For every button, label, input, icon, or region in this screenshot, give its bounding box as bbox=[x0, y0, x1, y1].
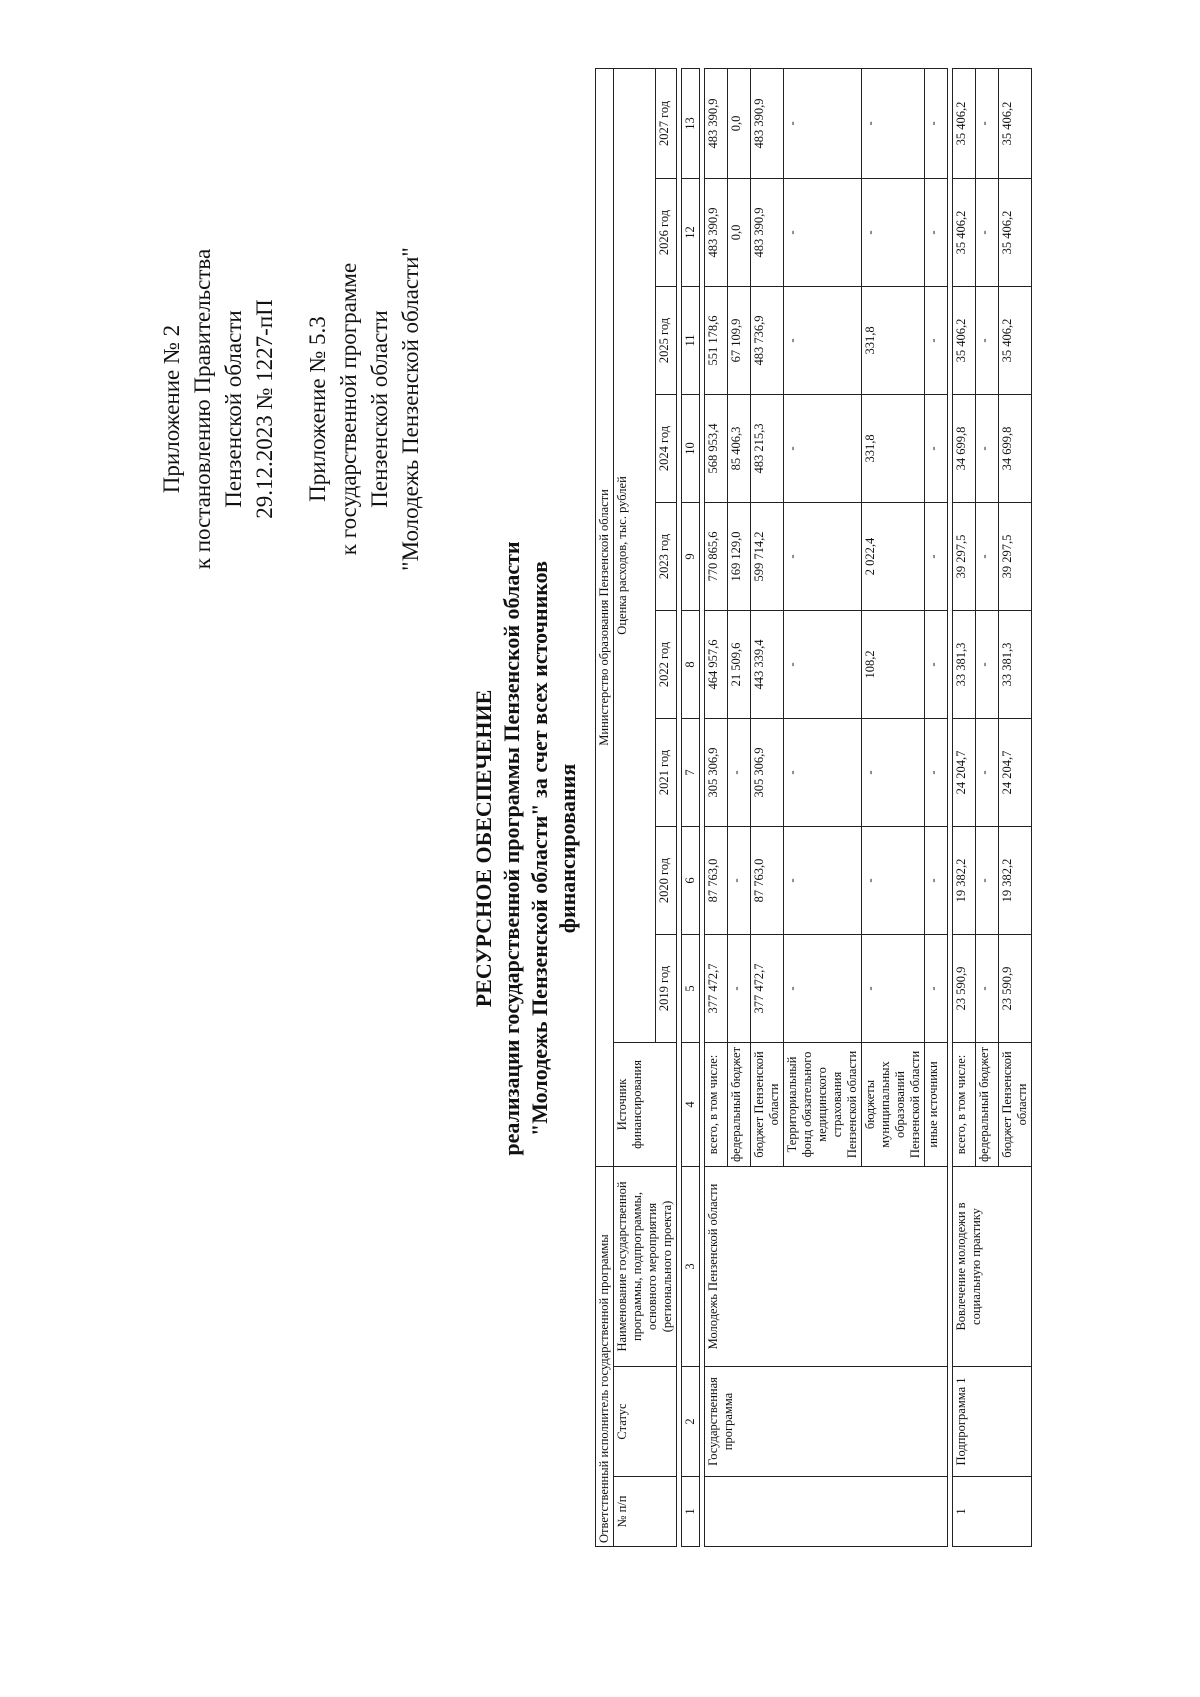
table-cell-value: 39 297,5 bbox=[953, 502, 976, 610]
table-cell-value: - bbox=[976, 178, 999, 286]
table-cell-value: 35 406,2 bbox=[999, 178, 1032, 286]
table-cell-value: 19 382,2 bbox=[953, 826, 976, 934]
table-cell-value: 35 406,2 bbox=[953, 178, 976, 286]
table-cell-value: 483 390,9 bbox=[705, 68, 728, 178]
header-year: 2024 год bbox=[656, 394, 677, 502]
table-cell-value: 24 204,7 bbox=[999, 718, 1032, 826]
column-number: 2 bbox=[682, 1367, 700, 1477]
section-name: Молодежь Пензенской области bbox=[705, 1166, 948, 1366]
table-body bbox=[705, 68, 1032, 1546]
column-number: 3 bbox=[682, 1166, 700, 1366]
table-cell-value: 33 381,3 bbox=[999, 610, 1032, 718]
column-number: 13 bbox=[682, 68, 700, 178]
table-cell-value: - bbox=[862, 68, 925, 178]
funding-source: федеральный бюджет bbox=[976, 1042, 999, 1166]
header-year: 2026 год bbox=[656, 178, 677, 286]
table-cell-value: - bbox=[976, 934, 999, 1042]
table-cell-value: - bbox=[784, 934, 862, 1042]
header-year: 2027 год bbox=[656, 68, 677, 178]
table-cell-value: 87 763,0 bbox=[751, 826, 784, 934]
table-cell-value: - bbox=[976, 286, 999, 394]
table-cell-value: - bbox=[784, 826, 862, 934]
table-cell-value: - bbox=[862, 718, 925, 826]
heading-line: реализации государственной программы Пензенской области bbox=[499, 541, 524, 1156]
funding-source: федеральный бюджет bbox=[728, 1042, 751, 1166]
appendix-second-block bbox=[302, 199, 426, 619]
table-cell-value: 34 699,8 bbox=[953, 394, 976, 502]
column-number: 4 bbox=[682, 1042, 700, 1166]
section-status: Подпрограмма 1 bbox=[953, 1367, 1032, 1477]
column-number: 12 bbox=[682, 178, 700, 286]
column-number: 11 bbox=[682, 286, 700, 394]
table-cell-value: - bbox=[784, 286, 862, 394]
table-cell-value: 0,0 bbox=[728, 68, 751, 178]
appendix-top-line: 29.12.2023 № 1227-пП bbox=[252, 299, 277, 519]
table-cell-value: 599 714,2 bbox=[751, 502, 784, 610]
table-cell-value: 24 204,7 bbox=[953, 718, 976, 826]
funding-source: бюджеты муниципальных образований Пензенской области bbox=[862, 1042, 925, 1166]
table-cell-value: - bbox=[925, 826, 948, 934]
funding-source: иные источники bbox=[925, 1042, 948, 1166]
appendix-second-line: Пензенской области bbox=[367, 310, 392, 508]
header-status: Статус bbox=[614, 1367, 677, 1477]
column-number: 8 bbox=[682, 610, 700, 718]
header-source: Источник финансирования bbox=[614, 1042, 677, 1166]
table-cell-value: 551 178,6 bbox=[705, 286, 728, 394]
funding-source: всего, в том числе: bbox=[953, 1042, 976, 1166]
table-cell-value: 21 509,6 bbox=[728, 610, 751, 718]
column-number: 7 bbox=[682, 718, 700, 826]
section-status: Государственная программа bbox=[705, 1367, 948, 1477]
table-cell-value: - bbox=[976, 394, 999, 502]
table-cell-value: - bbox=[925, 934, 948, 1042]
heading-line: финансирования bbox=[555, 763, 580, 934]
appendix-top-block bbox=[156, 199, 280, 619]
section-name: Вовлечение молодежи в социальную практику bbox=[953, 1166, 1032, 1366]
appendix-second-line: Приложение № 5.3 bbox=[305, 316, 330, 502]
table-cell-value: 568 953,4 bbox=[705, 394, 728, 502]
resource-table bbox=[595, 68, 1032, 1547]
table-cell-value: - bbox=[862, 934, 925, 1042]
table-cell-value: 34 699,8 bbox=[999, 394, 1032, 502]
table-cell-value: 85 406,3 bbox=[728, 394, 751, 502]
table-cell-value: 0,0 bbox=[728, 178, 751, 286]
table-cell-value: - bbox=[784, 394, 862, 502]
responsible-label: Ответственный исполнитель государственной программы bbox=[596, 1166, 614, 1546]
table-cell-value: 169 129,0 bbox=[728, 502, 751, 610]
table-cell-value: 770 865,6 bbox=[705, 502, 728, 610]
table-cell-value: 483 390,9 bbox=[751, 178, 784, 286]
table-cell-value: 483 215,3 bbox=[751, 394, 784, 502]
header-num: № п/п bbox=[614, 1477, 677, 1547]
funding-source: Территориальный фонд обязательного медицинского страхования Пензенской области bbox=[784, 1042, 862, 1166]
table-cell-value: 23 590,9 bbox=[999, 934, 1032, 1042]
appendix-top-line: к постановлению Правительства bbox=[190, 248, 215, 570]
table-cell-value: 377 472,7 bbox=[751, 934, 784, 1042]
responsible-value: Министерство образования Пензенской области bbox=[596, 68, 614, 1166]
funding-source: бюджет Пензенской области bbox=[751, 1042, 784, 1166]
table-cell-value: - bbox=[728, 718, 751, 826]
table-cell-value: 2 022,4 bbox=[862, 502, 925, 610]
header-name: Наименование государственной программы, подпрограммы, основного мероприятия (регионального проекта) bbox=[614, 1166, 677, 1366]
header-year: 2020 год bbox=[656, 826, 677, 934]
table-cell-value: - bbox=[784, 178, 862, 286]
document-heading bbox=[470, 0, 582, 1697]
table-cell-value: 39 297,5 bbox=[999, 502, 1032, 610]
header-year: 2023 год bbox=[656, 502, 677, 610]
table-row bbox=[705, 68, 728, 1546]
table-cell-value: - bbox=[728, 934, 751, 1042]
table-cell-value: - bbox=[925, 394, 948, 502]
appendix-top-line: Приложение № 2 bbox=[159, 324, 184, 494]
table-cell-value: 33 381,3 bbox=[953, 610, 976, 718]
table-cell-value: 483 390,9 bbox=[705, 178, 728, 286]
column-number: 10 bbox=[682, 394, 700, 502]
table-cell-value: 35 406,2 bbox=[999, 286, 1032, 394]
funding-source: бюджет Пензенской области bbox=[999, 1042, 1032, 1166]
table-cell-value: 331,8 bbox=[862, 394, 925, 502]
table-cell-value: - bbox=[925, 178, 948, 286]
header-cost-estimate: Оценка расходов, тыс. рублей bbox=[614, 68, 656, 1042]
header-year: 2025 год bbox=[656, 286, 677, 394]
column-number: 5 bbox=[682, 934, 700, 1042]
table-cell-value: - bbox=[976, 68, 999, 178]
appendix-second-line: к государственной программе bbox=[336, 262, 361, 556]
table-cell-value: - bbox=[976, 718, 999, 826]
heading-line: "Молодежь Пензенской области" за счет всех источников bbox=[527, 560, 552, 1137]
table-cell-value: - bbox=[925, 286, 948, 394]
table-cell-value: 108,2 bbox=[862, 610, 925, 718]
table-cell-value: 464 957,6 bbox=[705, 610, 728, 718]
table-cell-value: - bbox=[728, 826, 751, 934]
column-number-row bbox=[682, 68, 700, 1546]
table-cell-value: 483 736,9 bbox=[751, 286, 784, 394]
table-cell-value: 35 406,2 bbox=[999, 68, 1032, 178]
table-cell-value: - bbox=[862, 178, 925, 286]
table-cell-value: - bbox=[784, 68, 862, 178]
table-cell-value: 305 306,9 bbox=[751, 718, 784, 826]
table-cell-value: - bbox=[925, 68, 948, 178]
table-row bbox=[953, 68, 976, 1546]
table-cell-value: - bbox=[784, 502, 862, 610]
table-cell-value: 443 339,4 bbox=[751, 610, 784, 718]
table-cell-value: - bbox=[862, 826, 925, 934]
appendix-top-line: Пензенской области bbox=[221, 310, 246, 508]
header-year: 2022 год bbox=[656, 610, 677, 718]
table-cell-value: 67 109,9 bbox=[728, 286, 751, 394]
table-cell-value: 23 590,9 bbox=[953, 934, 976, 1042]
heading-title: РЕСУРСНОЕ ОБЕСПЕЧЕНИЕ bbox=[471, 689, 496, 1008]
section-num: 1 bbox=[953, 1477, 1032, 1547]
table-cell-value: - bbox=[784, 718, 862, 826]
funding-source: всего, в том числе: bbox=[705, 1042, 728, 1166]
table-cell-value: 483 390,9 bbox=[751, 68, 784, 178]
table-cell-value: - bbox=[976, 502, 999, 610]
table-cell-value: 305 306,9 bbox=[705, 718, 728, 826]
resource-table-container bbox=[595, 69, 1032, 1547]
appendix-second-line: "Молодежь Пензенской области" bbox=[398, 247, 423, 571]
table-cell-value: 87 763,0 bbox=[705, 826, 728, 934]
table-cell-value: - bbox=[976, 826, 999, 934]
header-year: 2021 год bbox=[656, 718, 677, 826]
column-number: 1 bbox=[682, 1477, 700, 1547]
column-number: 6 bbox=[682, 826, 700, 934]
table-cell-value: 331,8 bbox=[862, 286, 925, 394]
table-cell-value: - bbox=[925, 718, 948, 826]
section-num bbox=[705, 1477, 948, 1547]
column-number: 9 bbox=[682, 502, 700, 610]
header-year: 2019 год bbox=[656, 934, 677, 1042]
table-cell-value: 19 382,2 bbox=[999, 826, 1032, 934]
table-cell-value: 35 406,2 bbox=[953, 286, 976, 394]
table-cell-value: 35 406,2 bbox=[953, 68, 976, 178]
table-cell-value: - bbox=[784, 610, 862, 718]
table-cell-value: - bbox=[925, 610, 948, 718]
table-cell-value: 377 472,7 bbox=[705, 934, 728, 1042]
table-cell-value: - bbox=[925, 502, 948, 610]
table-cell-value: - bbox=[976, 610, 999, 718]
